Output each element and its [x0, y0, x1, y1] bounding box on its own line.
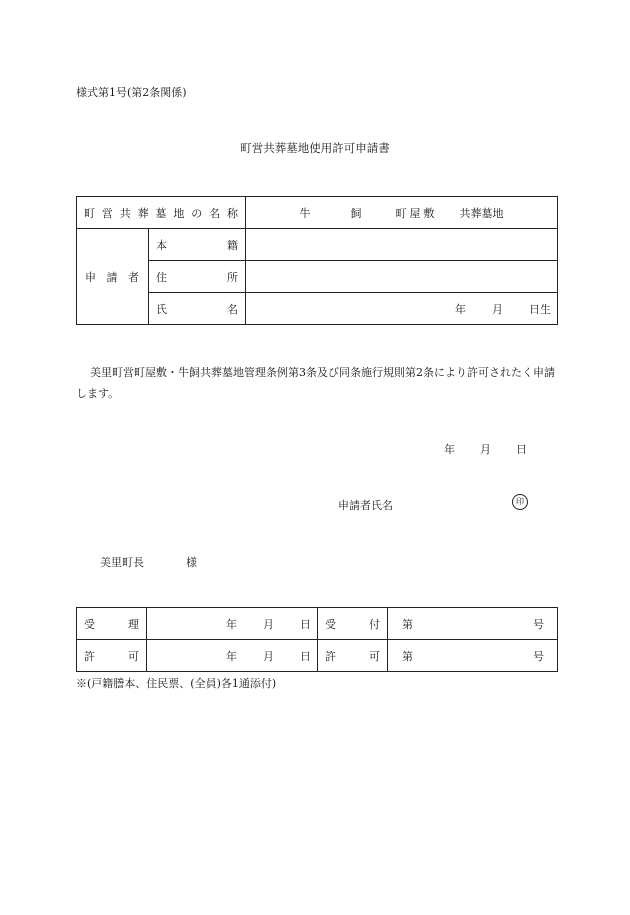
label-char: 本 [156, 238, 167, 252]
attachment-note: ※(戸籍謄本、住民票、(全員)各1通添付) [76, 677, 277, 690]
label-char: 地 [173, 206, 185, 220]
seal-icon: 印 [512, 494, 528, 510]
cemetery-name-part: 牛 [299, 206, 311, 220]
receipt-row [77, 608, 558, 640]
label-char: 共 [119, 206, 131, 220]
name-field[interactable] [246, 293, 558, 325]
date-year: 年 [226, 649, 237, 663]
label-char: 氏 [156, 302, 167, 316]
application-table [76, 196, 558, 325]
label-char: の [191, 206, 203, 220]
dob-day: 日生 [529, 302, 551, 316]
domicile-field[interactable] [246, 229, 558, 261]
number-suffix: 号 [533, 617, 544, 631]
label-char: 受 [325, 617, 336, 631]
form-reference: 様式第1号(第2条関係) [76, 86, 187, 99]
label-char: 者 [128, 270, 139, 284]
date-day: 日 [300, 617, 311, 631]
label-char: 住 [156, 270, 167, 284]
label-char: 理 [128, 617, 139, 631]
date-day: 日 [516, 443, 527, 456]
name-label [149, 293, 246, 325]
label-char: 葬 [137, 206, 149, 220]
domicile-row [77, 229, 558, 261]
cemetery-name-value [246, 197, 558, 229]
permit-label-2 [318, 640, 388, 672]
label-char: 可 [128, 649, 139, 663]
cemetery-name-row [77, 197, 558, 229]
cemetery-name-part: 町屋敷 [395, 206, 438, 220]
cemetery-name-part: 飼 [350, 206, 362, 220]
applicant-label [77, 229, 149, 325]
cemetery-name-part: 共葬墓地 [459, 206, 504, 220]
acceptance-number[interactable] [388, 608, 558, 640]
number-prefix: 第 [402, 617, 413, 631]
date-year: 年 [226, 617, 237, 631]
label-char: 名 [227, 302, 238, 316]
label-char: 所 [227, 270, 238, 284]
date-month: 月 [263, 649, 274, 663]
name-row [77, 293, 558, 325]
number-prefix: 第 [402, 649, 413, 663]
addressee-honorific: 様 [186, 556, 197, 569]
receipt-label [77, 608, 147, 640]
application-date [444, 441, 527, 457]
label-char: 許 [325, 649, 336, 663]
document-title: 町営共葬墓地使用許可申請書 [240, 141, 390, 155]
address-label [149, 261, 246, 293]
date-year: 年 [444, 443, 455, 456]
domicile-label [149, 229, 246, 261]
label-char: 可 [369, 649, 380, 663]
date-month: 月 [480, 443, 491, 456]
permit-row [77, 640, 558, 672]
date-month: 月 [263, 617, 274, 631]
label-char: 許 [84, 649, 95, 663]
addressee [100, 554, 197, 570]
label-char: 受 [84, 617, 95, 631]
application-statement: 美里町営町屋敷・牛飼共葬墓地管理条例第3条及び同条施行規則第2条により許可されたく申請します。 [76, 366, 555, 400]
label-char: 名 [209, 206, 221, 220]
receipt-date[interactable] [147, 608, 318, 640]
dob-year: 年 [455, 302, 466, 316]
office-use-table [76, 607, 558, 672]
label-char: 称 [227, 206, 238, 220]
number-suffix: 号 [533, 649, 544, 663]
date-day: 日 [300, 649, 311, 663]
label-char: 請 [106, 270, 118, 284]
label-char: 町 [84, 206, 95, 220]
permit-number[interactable] [388, 640, 558, 672]
address-field[interactable] [246, 261, 558, 293]
permit-date[interactable] [147, 640, 318, 672]
label-char: 営 [101, 206, 113, 220]
dob-month: 月 [492, 302, 503, 316]
label-char: 申 [85, 270, 96, 284]
acceptance-label [318, 608, 388, 640]
applicant-name-label: 申請者氏名 [338, 499, 393, 512]
label-char: 墓 [155, 206, 167, 220]
date-of-birth [246, 301, 557, 317]
permit-label [77, 640, 147, 672]
label-char: 付 [369, 617, 380, 631]
address-row [77, 261, 558, 293]
cemetery-name-label [77, 197, 246, 229]
label-char: 籍 [227, 238, 238, 252]
addressee-name: 美里町長 [100, 556, 144, 569]
